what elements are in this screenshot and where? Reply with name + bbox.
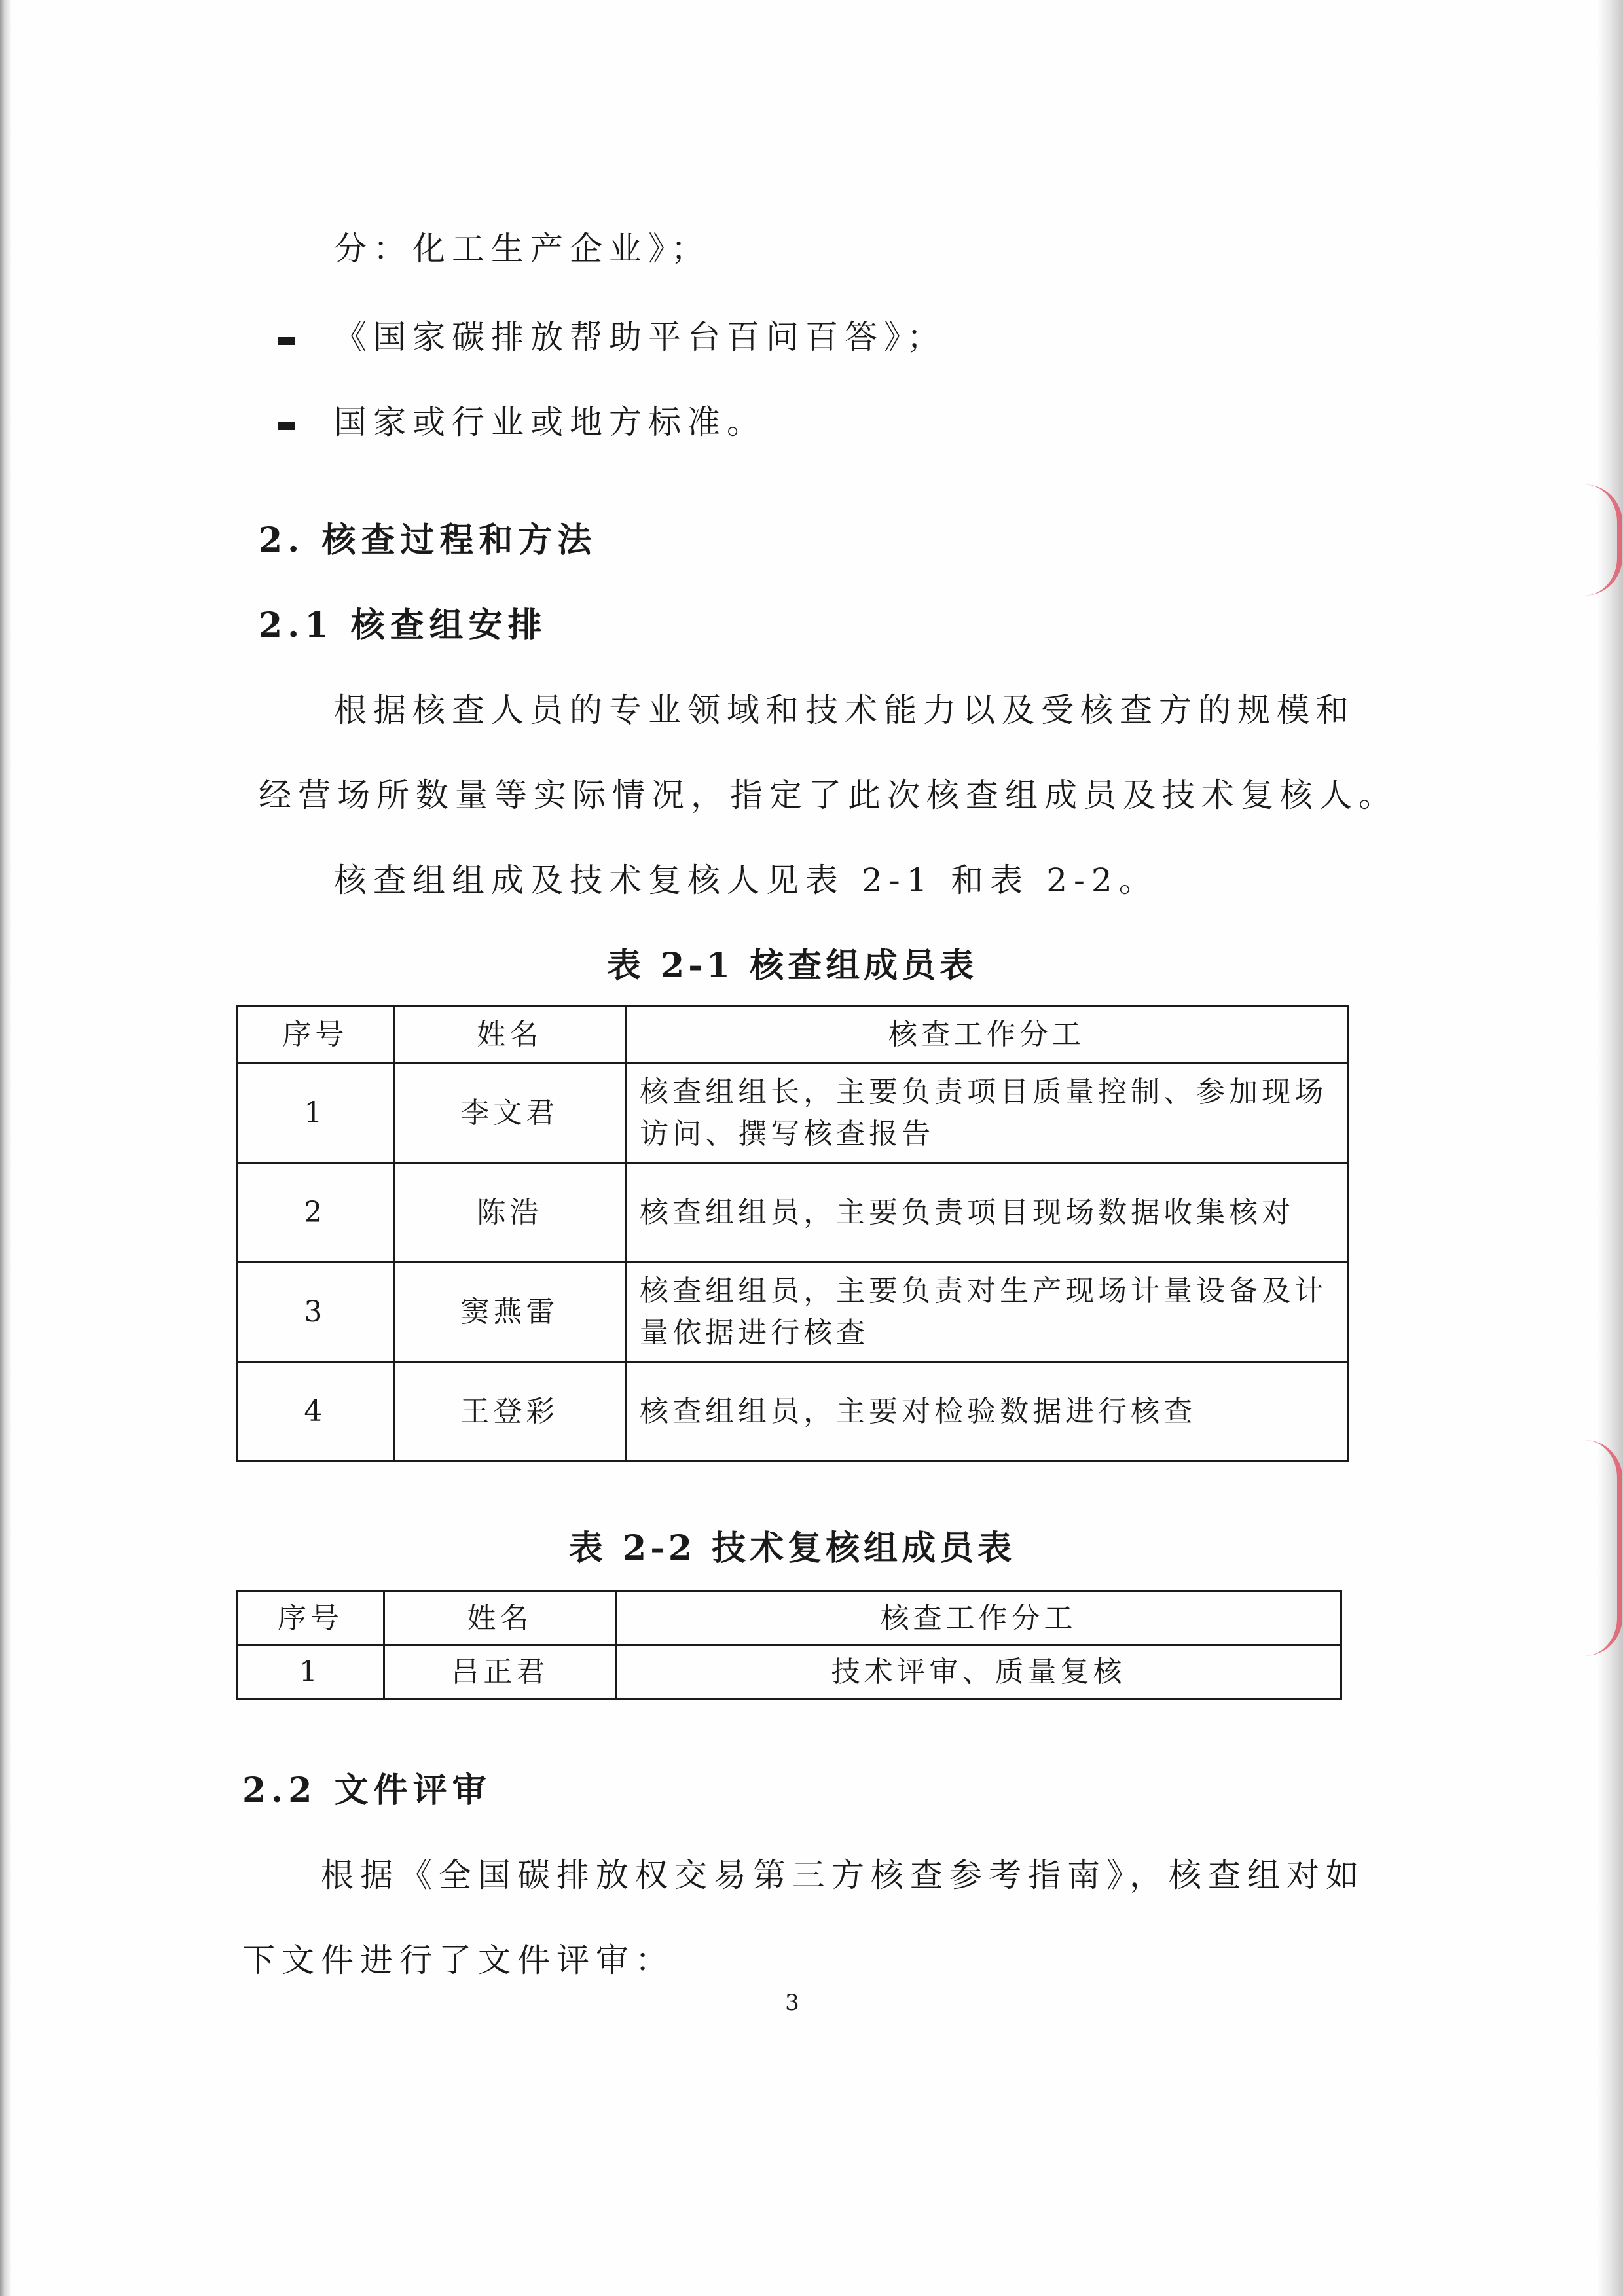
row-number: 4 (237, 1362, 394, 1462)
paragraph-line: 下文件进行了文件评审： (242, 1941, 674, 1979)
section-heading: 2. 核查过程和方法 (259, 520, 597, 560)
column-header: 核查工作分工 (616, 1592, 1341, 1645)
table-header-row (237, 1592, 1341, 1645)
text-line: 国家或行业或地方标准。 (334, 403, 766, 441)
member-duty: 核查组组员，主要对检验数据进行核查 (626, 1362, 1348, 1462)
table-header-row (237, 1006, 1348, 1064)
table-caption: 表 2-1 核查组成员表 (606, 946, 978, 986)
member-duty: 核查组组员，主要负责对生产现场计量设备及计量依据进行核查 (626, 1263, 1348, 1362)
text-line: 分：化工生产企业》； (334, 230, 710, 268)
subsection-heading: 2.2 文件评审 (242, 1770, 492, 1810)
row-number: 1 (237, 1064, 394, 1163)
seal-fragment (1584, 1440, 1622, 1656)
column-header: 姓名 (393, 1006, 625, 1064)
paragraph-line: 核查组组成及技术复核人见表 2-1 和表 2-2。 (334, 861, 1158, 899)
bullet-icon (278, 422, 295, 430)
paragraph-line: 根据核查人员的专业领域和技术能力以及受核查方的规模和 (334, 691, 1355, 729)
scan-edge-right (1597, 0, 1623, 2296)
table-row (237, 1362, 1348, 1462)
member-name: 陈浩 (393, 1163, 625, 1263)
member-name: 窦燕雷 (393, 1263, 625, 1362)
table-row (237, 1163, 1348, 1263)
member-duty: 核查组组长，主要负责项目质量控制、参加现场访问、撰写核查报告 (626, 1064, 1348, 1163)
table-caption: 表 2-2 技术复核组成员表 (568, 1528, 1016, 1568)
bullet-icon (278, 337, 295, 345)
scan-edge-left (0, 0, 12, 2296)
member-duty: 核查组组员，主要负责项目现场数据收集核对 (626, 1163, 1348, 1263)
paragraph-line: 经营场所数量等实际情况，指定了此次核查组成员及技术复核人。 (259, 776, 1398, 814)
review-team-table (236, 1590, 1342, 1700)
subsection-heading: 2.1 核查组安排 (259, 605, 547, 645)
table-row (237, 1645, 1341, 1699)
column-header: 序号 (237, 1006, 394, 1064)
member-name: 王登彩 (393, 1362, 625, 1462)
table-row (237, 1263, 1348, 1362)
paragraph-line: 根据《全国碳排放权交易第三方核查参考指南》，核查组对如 (321, 1856, 1365, 1894)
row-number: 2 (237, 1163, 394, 1263)
row-number: 3 (237, 1263, 394, 1362)
member-name: 吕正君 (384, 1645, 615, 1699)
text-line: 《国家碳排放帮助平台百问百答》； (334, 318, 946, 356)
member-duty: 技术评审、质量复核 (616, 1645, 1341, 1699)
page-number: 3 (785, 1990, 799, 2016)
member-name: 李文君 (393, 1064, 625, 1163)
team-members-table (236, 1005, 1349, 1462)
row-number: 1 (237, 1645, 384, 1699)
column-header: 序号 (237, 1592, 384, 1645)
column-header: 姓名 (384, 1592, 615, 1645)
column-header: 核查工作分工 (626, 1006, 1348, 1064)
table-row (237, 1064, 1348, 1163)
